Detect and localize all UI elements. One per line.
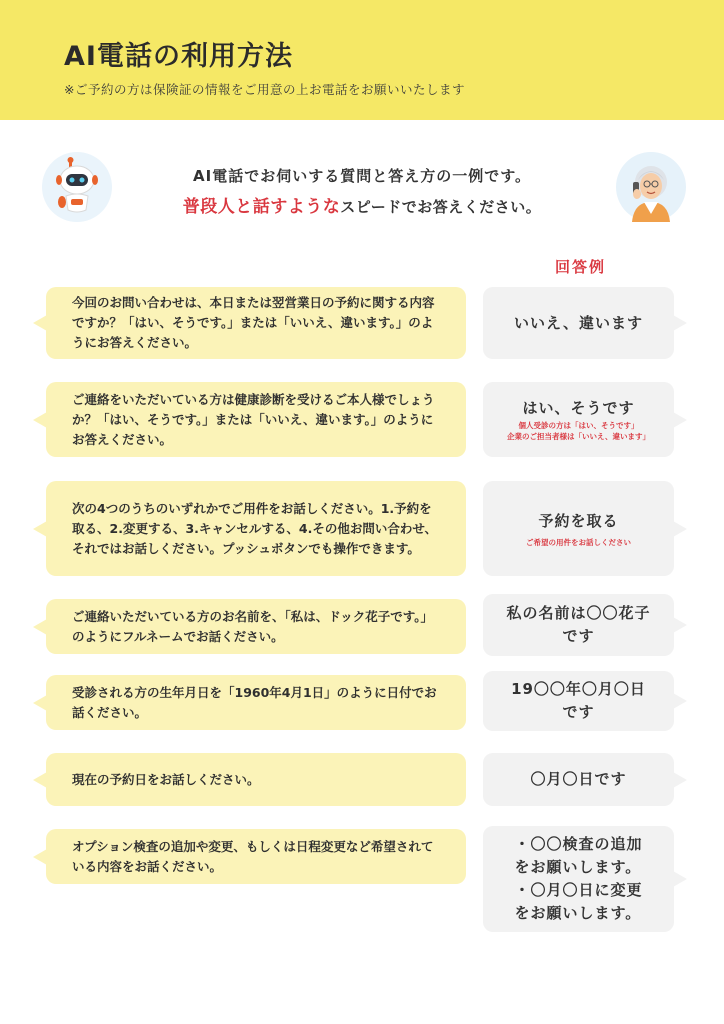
question-bubble-6: [46, 753, 466, 806]
question-text: 次の4つのうちのいずれかでご用件をお話しください。1.予約を取る、2.変更する、3.キャンセルする、4.その他お問い合わせ、それではお話しください。プッシュボタンでも操作できます。: [72, 500, 437, 556]
answer-bubble-7: [483, 826, 674, 932]
answer-text-line-1: 私の名前は〇〇花子: [506, 604, 651, 622]
question-bubble-2: [46, 382, 466, 457]
question-text: ご連絡いただいている方のお名前を、「私は、ドック花子です。」のようにフルネームでお話ください。: [72, 608, 434, 644]
question-text: 受診される方の生年月日を「1960年4月1日」のように日付でお話ください。: [72, 684, 437, 720]
answer-text: 予約を取る: [538, 511, 619, 530]
question-text: ご連絡をいただいている方は健康診断を受けるご本人様でしょうか？「はい、そうです。」または「いいえ、違います。」のようにお答えください。: [72, 391, 435, 447]
answer-text: いいえ、違います: [514, 313, 643, 332]
question-bubble-7: [46, 829, 466, 884]
answer-text-line-3: ・〇月〇日に変更: [514, 881, 643, 899]
question-text: 今回のお問い合わせは、本日または翌営業日の予約に関する内容ですか？「はい、そうです。」または「いいえ、違います。」のようにお答えください。: [72, 295, 435, 350]
answer-text-line-1: 19〇〇年〇月〇日: [511, 680, 646, 698]
answer-bubble-3: [483, 481, 674, 576]
answer-text-line-4: をお願いします。: [514, 904, 642, 922]
answer-note-corporate: 企業のご担当者様は「いいえ、違います」: [507, 432, 650, 441]
intro-line-1: AI電話でお伺いする質問と答え方の一例です。: [193, 167, 531, 185]
question-text: オプション検査の追加や変更、もしくは日程変更など希望されている内容をお話ください。: [72, 838, 434, 874]
answer-text-line-2: です: [562, 703, 595, 721]
intro-rest: スピードでお答えください。: [340, 198, 542, 216]
answer-example-heading: 回答例: [555, 258, 607, 276]
answer-bubble-1: [483, 287, 674, 359]
question-bubble-4: [46, 599, 466, 654]
answer-text-line-1: ・〇〇検査の追加: [514, 835, 643, 853]
answer-text: 〇月〇日です: [530, 770, 627, 788]
answer-text-line-2: をお願いします。: [514, 858, 642, 876]
answer-text-line-2: です: [562, 627, 595, 645]
answer-text: はい、そうです: [522, 399, 635, 417]
answer-bubble-6: [483, 753, 674, 806]
elderly-woman-icon: [616, 152, 686, 222]
question-text: 現在の予約日をお話しください。: [72, 771, 260, 787]
page-title: AI電話の利用方法: [64, 41, 293, 72]
answer-lines: [514, 833, 642, 925]
answer-note: ご希望の用件をお話しください: [526, 537, 631, 547]
answer-bubble-2: [483, 382, 674, 457]
answer-bubble-4: [483, 594, 674, 656]
page-subtitle: ※ご予約の方は保険証の情報をご用意の上お電話をお願いいたします: [64, 82, 465, 97]
header-banner: [0, 0, 724, 120]
answer-bubble-5: [483, 671, 674, 731]
question-bubble-3: [46, 481, 466, 576]
answer-note-individual: 個人受診の方は「はい、そうです」: [518, 421, 639, 430]
question-bubble-1: [46, 287, 466, 359]
intro-highlight: 普段人と話すような: [182, 197, 341, 217]
question-bubble-5: [46, 675, 466, 730]
